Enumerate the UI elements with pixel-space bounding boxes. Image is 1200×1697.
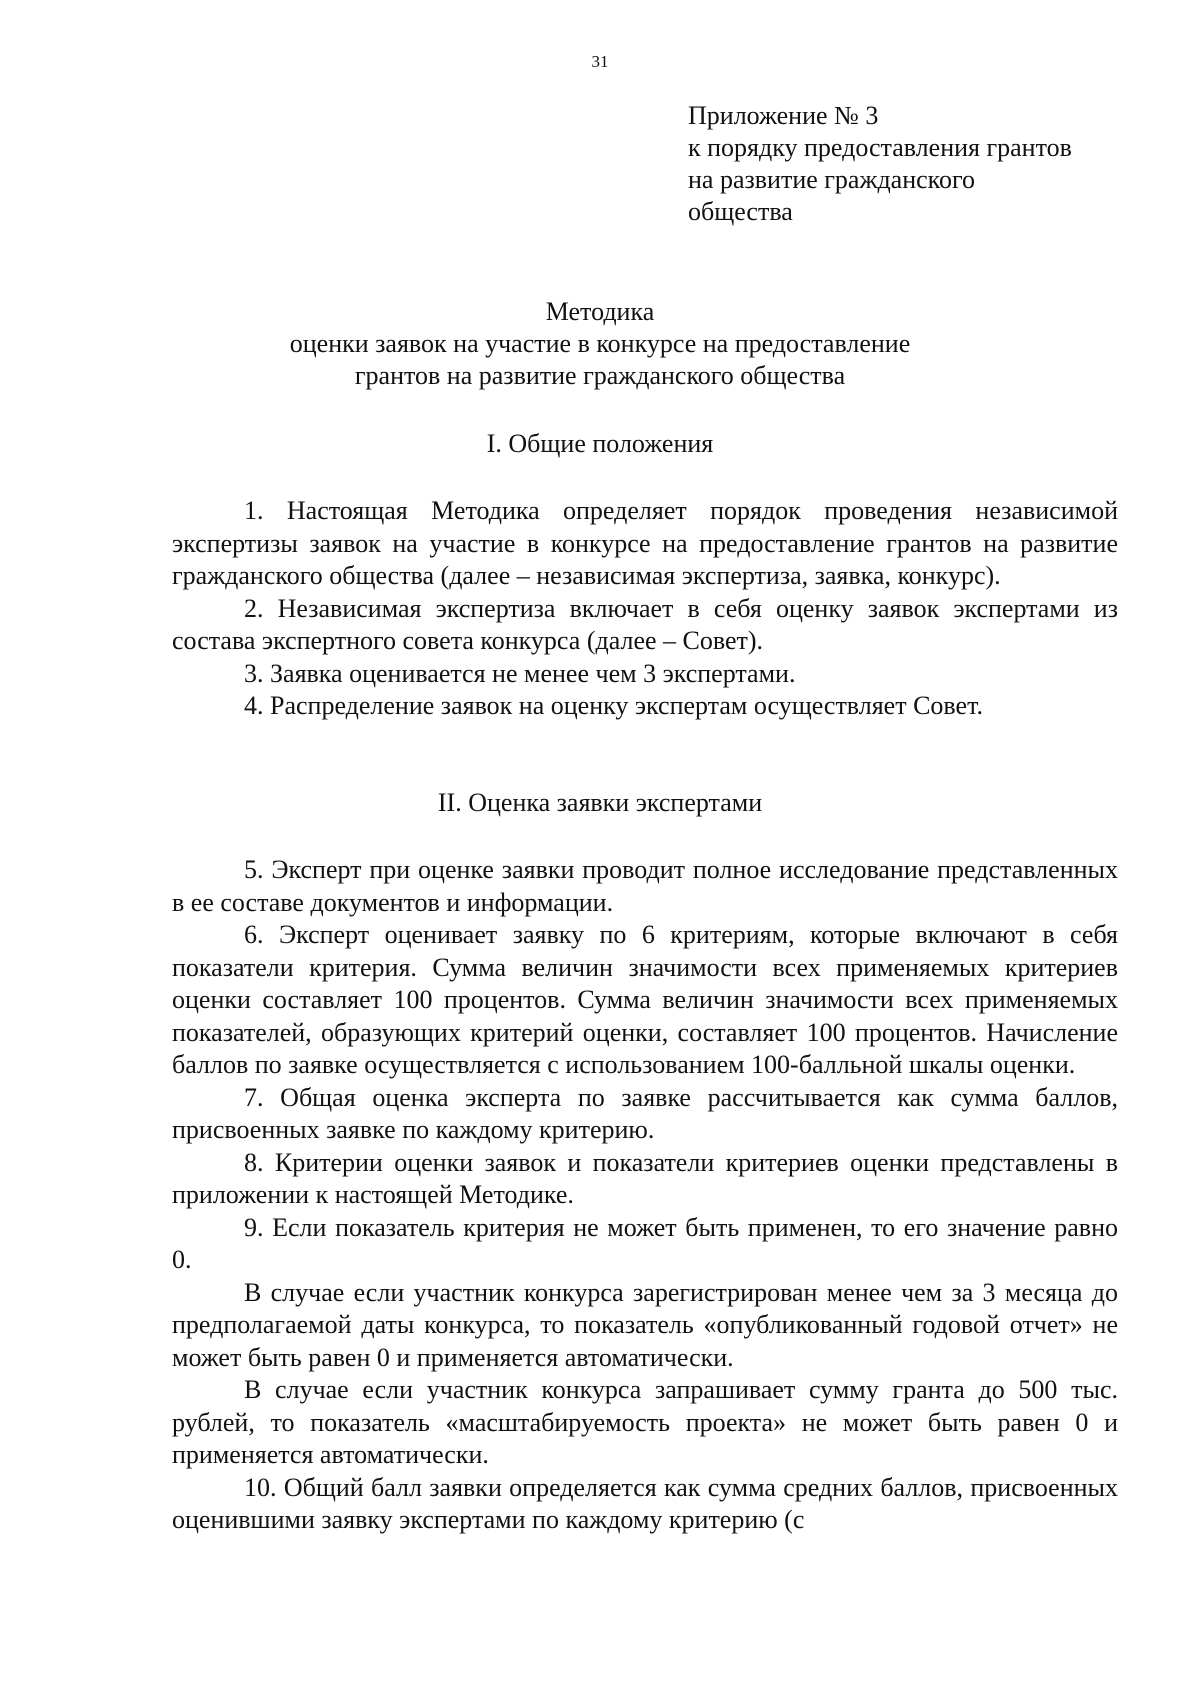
paragraph: 5. Эксперт при оценке заявки проводит полное исследование представленных в ее составе документов и информации.	[172, 855, 1118, 917]
paragraph: 7. Общая оценка эксперта по заявке рассчитывается как сумма баллов, присвоенных заявке по каждому критерию.	[172, 1082, 1118, 1144]
paragraph: 10. Общий балл заявки определяется как сумма средних баллов, присвоенных оценившими заявку экспертами по каждому критерию (с	[172, 1472, 1118, 1534]
appendix-line: на развитие гражданского	[688, 165, 975, 194]
paragraph: В случае если участник конкурса запрашивает сумму гранта до 500 тыс. рублей, то показатель «масштабируемость проекта» не может быть равен 0 и применяется автоматически.	[172, 1375, 1118, 1469]
paragraph: 6. Эксперт оценивает заявку по 6 критериям, которые включают в себя показатели критерия. Сумма величин значимости всех применяемых критериев оценки составляет 100 процентов. Сумма величин значимости всех применяемых показателей, образующих критерий оценки, составляет 100 процентов. Начисление баллов по заявке осуществляется с использованием 100-балльной шкалы оценки.	[172, 920, 1118, 1079]
section-heading-expert-evaluation: II. Оценка заявки экспертами	[437, 788, 763, 817]
appendix-reference	[688, 100, 1168, 228]
appendix-line: к порядку предоставления грантов	[688, 133, 1072, 162]
paragraph: В случае если участник конкурса зарегистрирован менее чем за 3 месяца до предполагаемой даты конкурса, то показатель «опубликованный годовой отчет» не может быть равен 0 и применяется автоматически.	[172, 1277, 1118, 1372]
title-line: оценки заявок на участие в конкурсе на предоставление	[289, 329, 911, 358]
section-body-general-provisions	[172, 495, 1118, 723]
page-number: 31	[591, 52, 609, 71]
title-line: грантов на развитие гражданского общества	[354, 361, 846, 390]
document-title	[0, 296, 1200, 392]
paragraph: 1. Настоящая Методика определяет порядок проведения независимой экспертизы заявок на участие в конкурсе на предоставление грантов на развитие гражданского общества (далее – независимая экспертиза, заявка, конкурс).	[172, 496, 1118, 590]
paragraph: 3. Заявка оценивается не менее чем 3 экспертами.	[244, 658, 796, 688]
paragraph: 4. Распределение заявок на оценку экспертам осуществляет Совет.	[244, 691, 983, 720]
appendix-line: общества	[688, 197, 793, 226]
appendix-line: Приложение № 3	[688, 101, 879, 130]
title-line: Методика	[545, 297, 655, 326]
section-heading-general-provisions: I. Общие положения	[486, 429, 714, 458]
section-body-expert-evaluation	[172, 854, 1118, 1537]
paragraph: 9. Если показатель критерия не может быть применен, то его значение равно 0.	[172, 1212, 1118, 1274]
paragraph: 8. Критерии оценки заявок и показатели критериев оценки представлены в приложении к настоящей Методике.	[172, 1147, 1118, 1209]
paragraph: 2. Независимая экспертиза включает в себя оценку заявок экспертами из состава экспертного совета конкурса (далее – Совет).	[172, 593, 1118, 655]
